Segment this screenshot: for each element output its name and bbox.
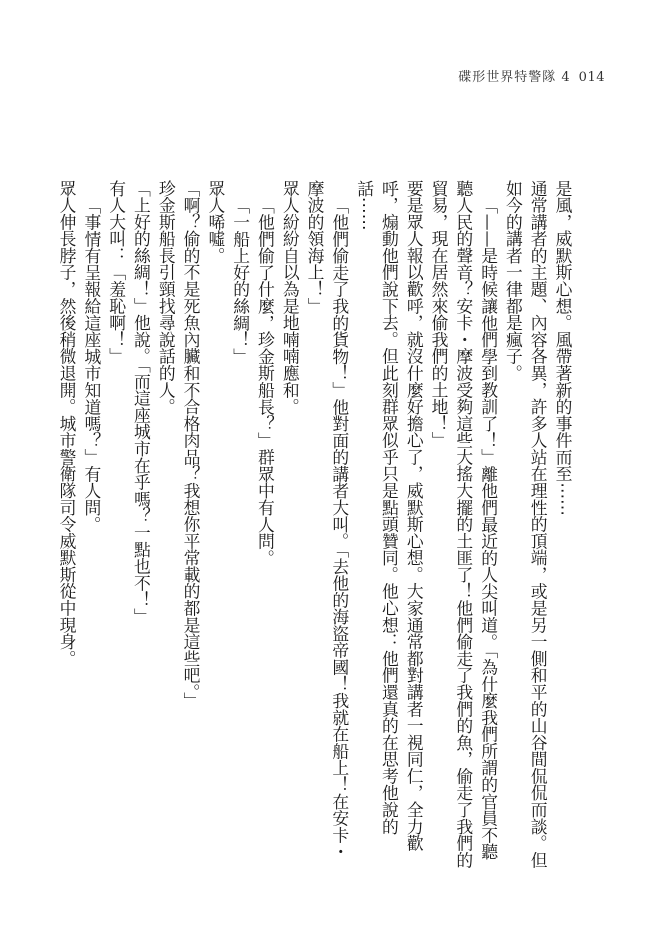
paragraph: 「他們偷走了我的貨物！」他對面的講者大叫。「去他的海盜帝國！我就在船上！在安卡・摩波的領海上！」	[305, 180, 350, 861]
paragraph: 是風，威默斯心想。風帶著新的事件而至⋯⋯	[553, 180, 573, 516]
paragraph: 通常講者的主題、內容各異，許多人站在理性的頂端，或是另一側和平的山谷間侃侃而談。但如今的講者一律都是瘋子。	[503, 180, 549, 869]
book-title: 碟形世界特警隊 4	[458, 70, 571, 85]
paragraph: 眾人紛紛自以為是地喃喃應和。	[280, 180, 301, 416]
paragraph: 「——是時候讓他們學到教訓了！」離他們最近的人尖叫道。「為什麼我們所謂的官員不聽聽人民的聲音？安卡・摩波受夠這些大搖大擺的土匪了！他們偷走了我們的魚，偷走了我們的貿易，現在居然來偷我們的土地！」	[429, 180, 499, 869]
running-header	[458, 66, 605, 85]
paragraph: 「啊？偷的不是死魚內臟和不合格肉品？我想你平常載的都是這些吧。」	[181, 180, 202, 709]
page-number: 014	[578, 70, 605, 85]
paragraph: 眾人伸長脖子，然後稍微退開。城市警衛隊司令威默斯從中現身。	[57, 180, 78, 667]
paragraph: 「一船上好的絲綢！」	[230, 196, 251, 365]
paragraph: 有人大叫：「羞恥啊！」	[106, 180, 127, 365]
vertical-text-body	[57, 180, 575, 870]
paragraph: 眾人唏噓。	[205, 180, 226, 264]
paragraph: 要是眾人報以歡呼，就沒什麼好擔心了，威默斯心想。大家通常都對講者一視同仁，全力歡呼，煽動他們說下去。但此刻群眾似乎只是點頭贊同。他心想：他們還真的在思考他說的話⋯⋯	[354, 180, 425, 852]
paragraph: 珍金斯船長引頸找尋說話的人。	[156, 180, 177, 416]
paragraph: 「他們偷了什麼，珍金斯船長？」群眾中有人問。	[255, 196, 276, 567]
paragraph: 「事情有呈報給這座城市知道嗎？」有人問。	[81, 196, 102, 533]
paragraph: 「上好的絲綢！」他說。「而這座城市在乎嗎？一點也不！」	[131, 180, 152, 625]
